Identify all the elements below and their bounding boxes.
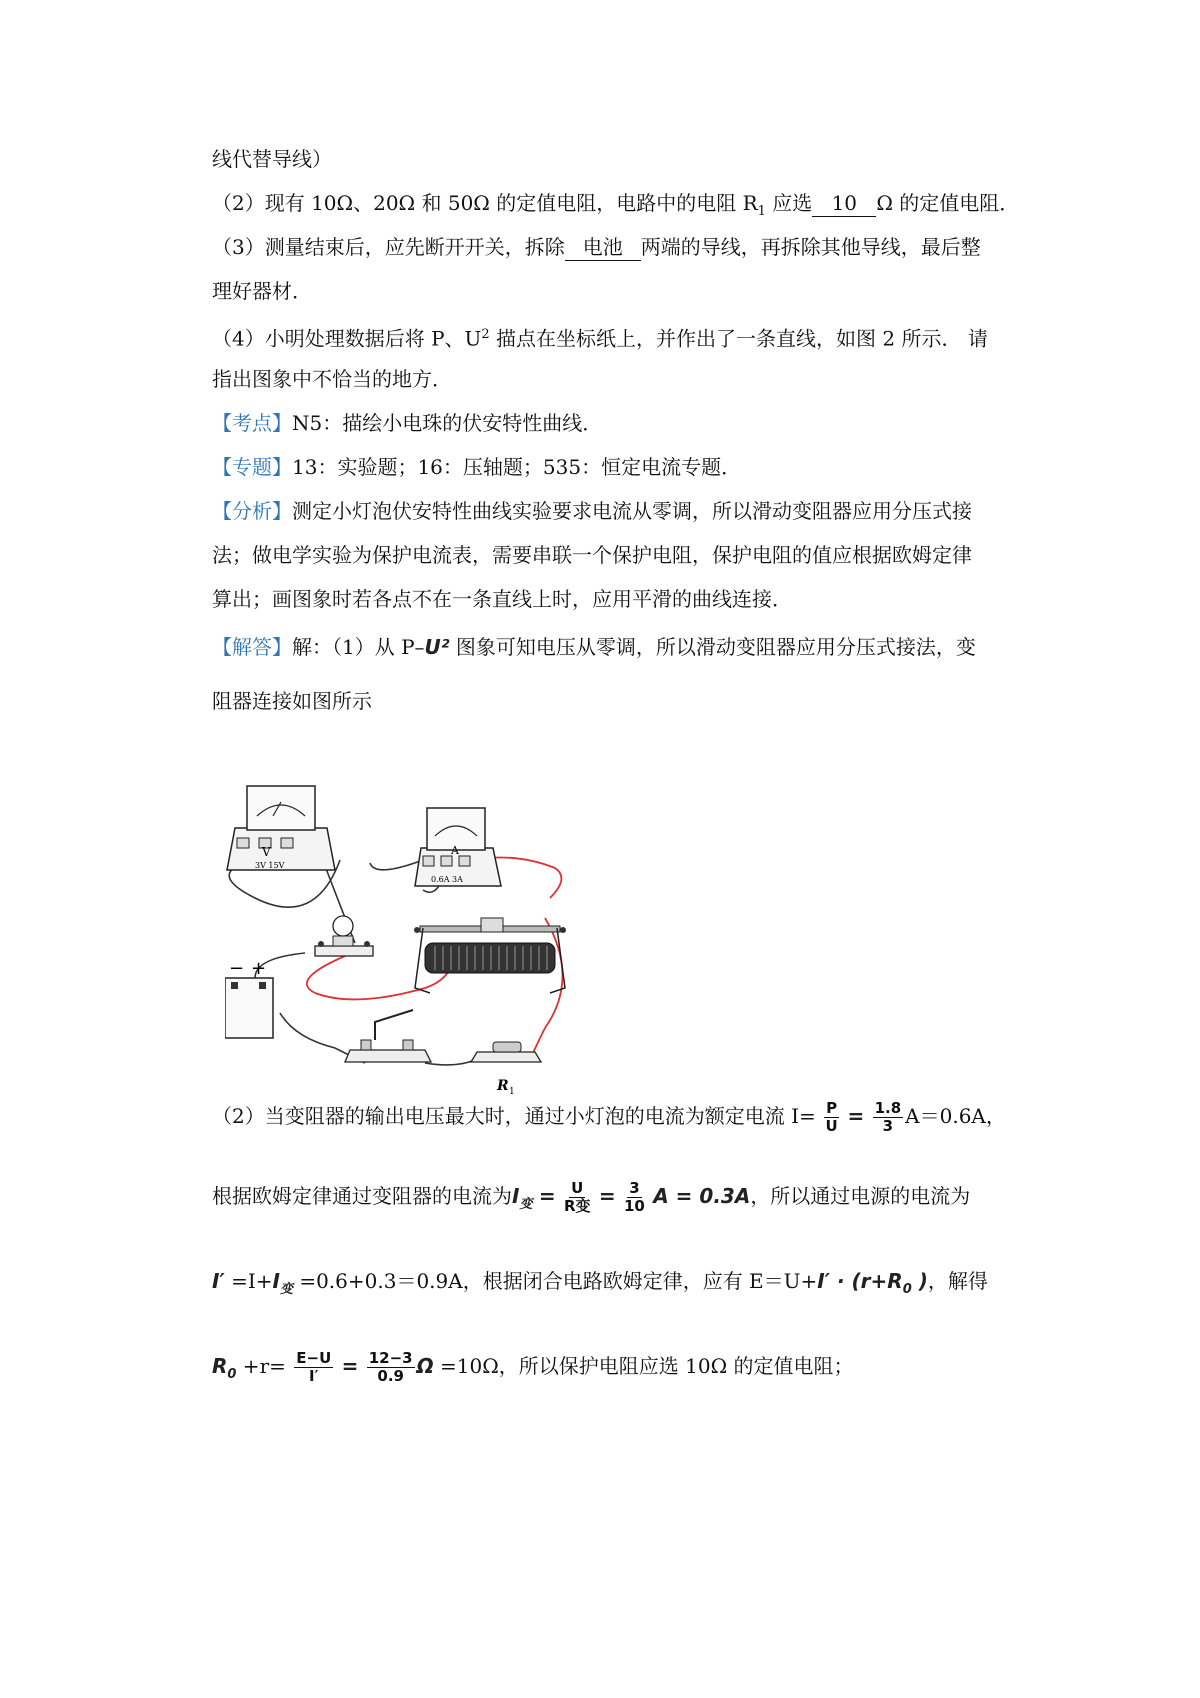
fenxi-line-2 [212,542,972,568]
jieda-tag: 【解答】 [212,635,292,659]
fenxi-line-3 [212,586,792,612]
bulb [315,916,373,956]
text: 图象可知电压从零调，所以滑动变阻器应用分压式接法，变 [449,635,976,659]
kaodian-tag: 【考点】 [212,411,292,435]
fraction-p-over-u [824,1100,839,1135]
text: 测定小灯泡伏安特性曲线实验要求电流从零调，所以滑动变阻器应用分压式接 [292,499,972,523]
math-i-prime: I′ [212,1269,225,1293]
superscript: 2 [481,327,490,342]
math-r0: R [212,1354,228,1378]
text: 指出图象中不恰当的地方． [212,367,452,391]
fenxi-line [212,498,972,524]
text: 解：（1）从 P– [292,635,425,659]
circuit-diagram [225,778,665,1108]
resistor-r1 [471,1042,541,1097]
ammeter-letter: A [451,844,459,857]
text: 算出；画图象时若各点不在一条直线上时，应用平滑的曲线连接． [212,587,792,611]
text: ，解得 [927,1269,988,1293]
math-ohm: Ω [416,1354,434,1378]
text: （3）测量结束后，应先断开开关，拆除 [212,235,565,259]
numerator: E−U [296,1349,332,1367]
denominator: 3 [882,1117,894,1135]
denominator: I′ [308,1367,319,1385]
text: +r= [236,1354,286,1378]
answer-blank: 10 [812,190,876,217]
kaodian-line [212,410,602,436]
numerator: U [571,1179,584,1197]
voltmeter-letter: V [262,845,271,859]
zhuanti-tag: 【专题】 [212,455,292,479]
math-i: I [272,1269,280,1293]
math-i: I [512,1184,520,1208]
text: =0.6+0.3＝0.9A，根据闭合电路欧姆定律，应有 E＝U+ [292,1269,818,1293]
text: （4）小明处理数据后将 P、U [212,326,482,351]
battery-minus: − [229,958,245,979]
calc-line-2: 根据欧姆定律通过变阻器的电流为$I_变$ = $\frac{U}{\text{R变}}$ = $\frac{3}{10}$ A = 0.3A，所以通过电源的电流为 [212,1179,971,1215]
ammeter-scale: 0.6A 3A [431,875,463,884]
text: 根据欧姆定律通过变阻器的电流为 [212,1184,512,1208]
text: 应选 [765,191,813,215]
text: 法；做电学实验为保护电流表，需要串联一个保护电阻，保护电阻的值应根据欧姆定律 [212,543,972,567]
subscript: 0 [902,1282,912,1297]
voltmeter-scale: 3V 15V [255,861,285,870]
calc-line-1 [212,1096,1006,1136]
text: 描点在坐标纸上，并作出了一条直线，如图 2 所示． 请 [489,326,988,351]
jieda-line [212,634,976,660]
subscript: 变 [519,1197,533,1212]
fraction-e-minus-u [294,1350,333,1385]
denominator: 0.9 [377,1367,404,1385]
subscript: 1 [757,204,766,219]
numerator: 12−3 [368,1349,413,1367]
text: N5：描绘小电珠的伏安特性曲线． [292,411,603,435]
text: 13：实验题；16：压轴题；535：恒定电流专题． [292,455,742,479]
math-close: ) [911,1269,928,1293]
text: （2）现有 10Ω、20Ω 和 50Ω 的定值电阻，电路中的电阻 R [212,191,758,215]
numerator: P [826,1099,838,1117]
denominator: 10 [624,1197,645,1215]
text: 理好器材． [212,279,312,303]
question-4-cont [212,366,452,392]
jieda-line-2 [212,688,372,714]
resistor-label: R [497,1078,509,1094]
denominator: R变 [563,1197,591,1215]
calc-line-4: $R_0 +r=$ $\frac{E-U}{I'}$ = $\frac{12-3}{0.9}$ Ω =10Ω，所以保护电阻应选 10Ω 的定值电阻； [212,1349,854,1385]
question-3-cont [212,278,312,304]
denominator: U [825,1117,838,1135]
subscript: 0 [227,1367,237,1382]
fraction-3-over-10 [624,1180,645,1215]
equals: = [847,1104,865,1128]
text: 阻器连接如图所示 [212,689,372,713]
text: Ω 的定值电阻． [876,191,1020,215]
numerator: 1.8 [874,1099,902,1117]
battery-plus: + [251,958,267,979]
fraction-18-over-3 [873,1100,904,1135]
text: ，所以通过电源的电流为 [750,1184,971,1208]
voltmeter [227,786,335,870]
question-4 [212,322,988,352]
math-result: A = 0.3A [653,1184,751,1208]
battery [225,958,273,1038]
question-2 [212,190,1019,225]
fenxi-tag: 【分析】 [212,499,292,523]
text: =10Ω，所以保护电阻应选 10Ω 的定值电阻； [433,1354,854,1378]
fraction-u-over-r [564,1180,591,1215]
calc-line-3 [212,1266,988,1305]
text: 两端的导线，再拆除其他导线，最后整 [640,235,981,259]
question-3 [212,234,981,261]
zhuanti-line [212,454,741,480]
numerator: 3 [629,1179,640,1197]
math-expression: I′ · (r+R [817,1269,903,1293]
answer-blank: 电池 [565,234,641,261]
text: =I+ [224,1269,273,1293]
switch [345,1010,431,1062]
math-u-squared: U² [424,635,450,659]
text-line-continuation [212,146,332,172]
text: （2）当变阻器的输出电压最大时，通过小灯泡的电流为额定电流 I= [212,1104,816,1128]
ammeter [415,808,501,886]
text: 线代替导线） [212,147,332,171]
fraction-12-minus-3 [367,1350,415,1385]
subscript: 变 [279,1282,293,1297]
resistor-subscript: 1 [509,1087,515,1097]
text: A＝0.6A， [905,1104,1006,1128]
